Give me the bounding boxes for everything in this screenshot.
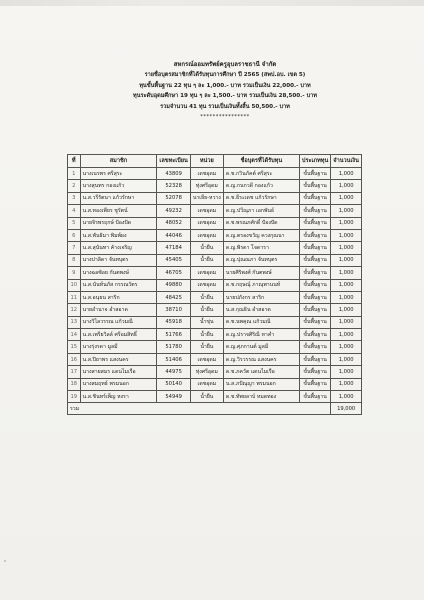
unit-name: เดชอุดม [190,353,223,365]
member-name: นางปาลิดา จันทบุตร [80,254,157,266]
child-name: ด.ญ.ตรองขวัญ ควงกุณนา [223,229,299,241]
child-name: ด.ช.ทัพยลาบ์ หมดทอง [223,391,299,403]
scholarship-type: ขั้นพื้นฐาน [299,316,330,328]
amount: 1,000 [331,304,362,316]
unit-name: เดชอุดม [190,205,223,217]
member-name: น.ส.วรีรัตนา แก้วรักษา [80,192,157,204]
child-name: ด.ญ.วิรวรรณ แสงนคร [223,353,299,365]
row-number: 11 [68,291,81,303]
child-name: ด.ญ.กนกวดี กองแก้ว [223,180,299,192]
table-row [68,229,362,241]
table-body [68,168,362,403]
row-number: 8 [68,254,81,266]
unit-name: เดชอุดม [190,267,223,279]
amount: 1,000 [331,192,362,204]
amount: 1,000 [331,341,362,353]
child-name: ด.ญ.ศุภกานต์ มูลมี [223,341,299,353]
child-name: นายศิริพงศ์ กันตพงษ์ [223,267,299,279]
header-line-cooperative: สหกรณ์ออมทรัพย์ครูอุบลราชธานี จำกัด [173,61,277,68]
scholarship-type: ขั้นพื้นฐาน [299,304,330,316]
table-row [68,353,362,365]
child-name: ด.ญ.ปุณณภา จันทบุตร [223,254,299,266]
registration-number: 54949 [157,391,190,403]
row-number: 14 [68,329,81,341]
amount: 1,000 [331,254,362,266]
child-name: ด.ญ.ปราจศิริณี หาคำ [223,329,299,341]
unit-name: เดชอุดม [190,279,223,291]
child-name: ด.ญ.ปวีณุภา เอกพันธ์ [223,205,299,217]
scholarship-type: ขั้นพื้นฐาน [299,254,330,266]
row-number: 13 [68,316,81,328]
member-name: นายอำนาจ อำสอาด [80,304,157,316]
scholarship-type: ขั้นพื้นฐาน [299,192,330,204]
header-divider-stars: **************** [200,114,250,121]
registration-number: 50140 [157,378,190,390]
scholarship-type: ขั้นพื้นฐาน [299,180,330,192]
unit-name: น้ำยืน [190,391,223,403]
registration-number: 49232 [157,205,190,217]
row-number: 12 [68,304,81,316]
unit-name: ทุ่งศรีอุดม [190,180,223,192]
unit-name: เดชอุดม [190,378,223,390]
table-row [68,180,362,192]
document-header [110,60,340,122]
amount: 1,000 [331,316,362,328]
registration-number: 46705 [157,267,190,279]
scholarship-type: ขั้นพื้นฐาน [299,366,330,378]
amount: 1,000 [331,291,362,303]
table-row [68,329,362,341]
child-name: ด.ญ.พิรดา โจดารา [223,242,299,254]
amount: 1,000 [331,366,362,378]
registration-number: 44975 [157,366,190,378]
member-name: น.ส.ปิยาพร แสงนคร [80,353,157,365]
member-name: นางสมฤทธ์ พรมนอก [80,378,157,390]
table-row [68,192,362,204]
registration-number: 48425 [157,291,190,303]
row-number: 6 [68,229,81,241]
member-name: นางฉอซ้อย กันตพงษ์ [80,267,157,279]
scholarship-table [67,154,362,415]
unit-name: เดชอุดม [190,229,223,241]
member-name: น.ส.ชินทร์เพ็ญ หงรา [80,391,157,403]
table-row [68,168,362,180]
unit-name: น้ำขุ่น [190,316,223,328]
registration-number: 43809 [157,168,190,180]
table-row [68,254,362,266]
unit-name: นาเยีย-หวาง [190,192,223,204]
child-name: นายปภังกร สาริก [223,291,299,303]
member-name: น.ส.นันท์นภัส กรรณวัตร [80,279,157,291]
member-name: น.ส.เพรียวิลล์ ศรีอมสิทธิ์ [80,329,157,341]
unit-name: น้ำยืน [190,341,223,353]
scholarship-type: ขั้นพื้นฐาน [299,229,330,241]
header-line-basic-scholarship: ทุนขั้นพื้นฐาน 22 ทุน ๆ ละ 1,000.- บาท รวมเป็นเงิน 22,000.- บาท [139,82,311,89]
child-name: ด.ช.กวินภัคต์ ศรีสุระ [223,168,299,180]
member-name: นางวิไลวรรณ แก้วมณี [80,316,157,328]
header-line-total: รวมจำนวน 41 ทุน รวมเป็นเงินทั้งสิ้น 50,500.- บาท [160,103,290,110]
scholarship-type: ขั้นพื้นฐาน [299,341,330,353]
row-number: 15 [68,341,81,353]
child-name: น.ส.กุณธิน อำสอาด [223,304,299,316]
scholarship-type: ขั้นพื้นฐาน [299,378,330,390]
member-name: น.ส.สุนันทา ค้างเจริญ [80,242,157,254]
table-row [68,291,362,303]
unit-name: น้ำยืน [190,242,223,254]
scholarship-type: ขั้นพื้นฐาน [299,168,330,180]
table-row [68,217,362,229]
registration-number: 45918 [157,316,190,328]
scholarship-type: ขั้นพื้นฐาน [299,391,330,403]
amount: 1,000 [331,267,362,279]
member-name: น.ส.ทองเพียร ชูรัตน์ [80,205,157,217]
amount: 1,000 [331,217,362,229]
amount: 1,000 [331,180,362,192]
amount: 1,000 [331,378,362,390]
scholarship-type: ขั้นพื้นฐาน [299,291,330,303]
row-number: 2 [68,180,81,192]
child-name: ด.ช.ธีระเดช แก้วรักษา [223,192,299,204]
member-name: นางเนรพร ศรีสุระ [80,168,157,180]
registration-number: 51406 [157,353,190,365]
unit-name: เดชอุดม [190,168,223,180]
table-row [68,242,362,254]
scan-speck [4,560,6,562]
member-name: นางสายสมร แดนไมเรือ [80,366,157,378]
col-header-amount: จำนวนเงิน [331,155,362,168]
registration-number: 49880 [157,279,190,291]
unit-name: น้ำยืน [190,329,223,341]
amount: 1,000 [331,229,362,241]
header-line-title: รายชื่อบุตรสมาชิกที่ได้รับทุนการศึกษา ปี 2565 (สพป.อบ. เขต 5) [144,72,306,79]
row-number: 1 [68,168,81,180]
total-amount: 19,000 [331,403,362,415]
scholarship-type: ขั้นพื้นฐาน [299,242,330,254]
registration-number: 38710 [157,304,190,316]
table-row [68,316,362,328]
table-row [68,267,362,279]
col-header-unit: หน่วย [190,155,223,168]
scholarship-type: ขั้นพื้นฐาน [299,329,330,341]
scholarship-type: ขั้นพื้นฐาน [299,353,330,365]
scholarship-type: ขั้นพื้นฐาน [299,205,330,217]
child-name: ด.ช.นพคุณ แก้วมณี [223,316,299,328]
table-header-row [68,155,362,168]
registration-number: 47184 [157,242,190,254]
child-name: น.ส.ภปัณุญา พรมนอก [223,378,299,390]
table-row [68,304,362,316]
row-number: 4 [68,205,81,217]
row-number: 17 [68,366,81,378]
amount: 1,000 [331,205,362,217]
table-row [68,391,362,403]
table-row [68,366,362,378]
row-number: 16 [68,353,81,365]
member-name: น.ส.อนุธน สาริก [80,291,157,303]
amount: 1,000 [331,242,362,254]
col-header-type: ประเภททุน [299,155,330,168]
col-header-member: สมาชิก [80,155,157,168]
registration-number: 48052 [157,217,190,229]
child-name: ด.ช.พรณภศักดิ์ ป้องปัด [223,217,299,229]
registration-number: 45405 [157,254,190,266]
unit-name: เดชอุดม [190,217,223,229]
scholarship-type: ขั้นพื้นฐาน [299,217,330,229]
registration-number: 51766 [157,329,190,341]
row-number: 10 [68,279,81,291]
child-name: ด.ช.กฤษณุ์ ภาณุพานนท์ [223,279,299,291]
scan-edge [0,0,424,6]
registration-number: 44046 [157,229,190,241]
unit-name: น้ำยืน [190,291,223,303]
row-number: 19 [68,391,81,403]
row-number: 5 [68,217,81,229]
unit-name: น้ำยืน [190,254,223,266]
table-row [68,205,362,217]
registration-number: 51780 [157,341,190,353]
member-name: นางสุนทร กองแก้ว [80,180,157,192]
header-line-higher-scholarship: ทุนระดับอุดมศึกษา 19 ทุน ๆ ละ 1,500.- บาท รวมเป็นเงิน 28,500.- บาท [133,93,317,100]
member-name: นายจิรพรฤกษ์ ป้องปัด [80,217,157,229]
registration-number: 52078 [157,192,190,204]
scholarship-type: ขั้นพื้นฐาน [299,279,330,291]
unit-name: น้ำยืน [190,304,223,316]
amount: 1,000 [331,353,362,365]
table-row [68,378,362,390]
member-name: นางรุ่งรดา มูลมี [80,341,157,353]
unit-name: ทุ่งศรีอุดม [190,366,223,378]
row-number: 3 [68,192,81,204]
total-label: รวม [68,403,331,415]
table-row [68,341,362,353]
row-number: 9 [68,267,81,279]
row-number: 7 [68,242,81,254]
scholarship-type: ขั้นพื้นฐาน [299,267,330,279]
child-name: ด.ช.ภควัต แดนไมเรือ [223,366,299,378]
amount: 1,000 [331,391,362,403]
col-header-child-name: ชื่อบุตรที่ได้รับทุน [223,155,299,168]
member-name: น.ส.พันธิมา พิมพ์ผง [80,229,157,241]
amount: 1,000 [331,329,362,341]
col-header-reg-no: เลขทะเบียน [157,155,190,168]
registration-number: 52328 [157,180,190,192]
row-number: 18 [68,378,81,390]
amount: 1,000 [331,279,362,291]
col-header-no: ที่ [68,155,81,168]
amount: 1,000 [331,168,362,180]
table-row [68,279,362,291]
table-total-row [68,403,362,415]
